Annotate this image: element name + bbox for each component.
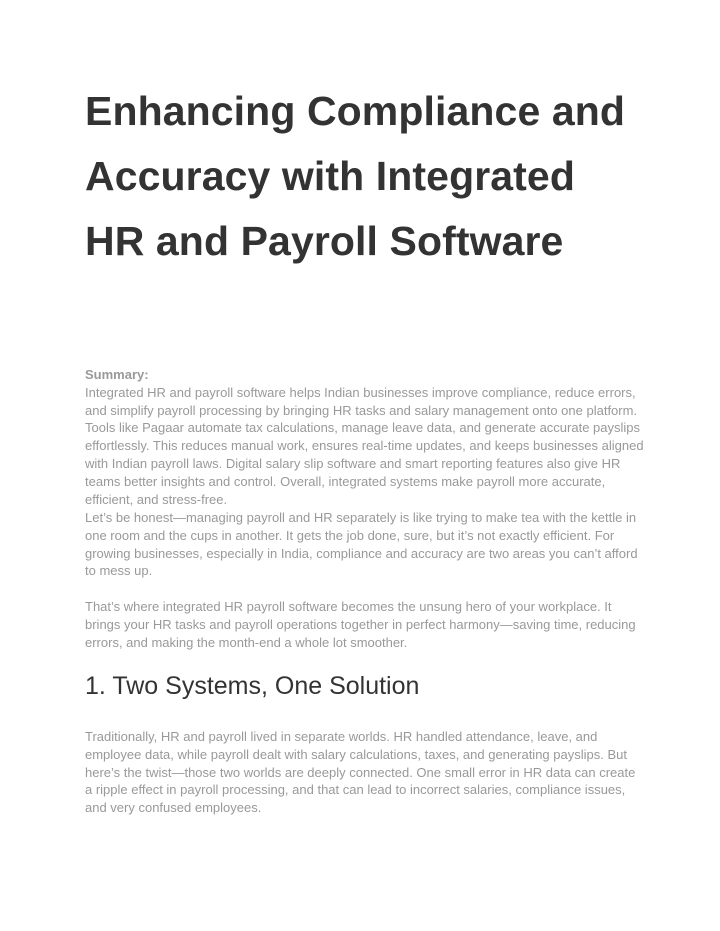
summary-block [85,366,645,508]
section-paragraph-two-systems: Traditionally, HR and payroll lived in separate worlds. HR handled attendance, leave, and employee data, while payroll dealt with salary calculations, taxes, and generating payslips. But here’s the twist—those two worlds are deeply connected. One small error in HR data can create a ripple effect in payroll processing, and that can lead to incorrect salaries, compliance issues, and very confused employees. [85,729,636,816]
summary-text: Integrated HR and payroll software helps Indian businesses improve compliance, reduce errors, and simplify payroll processing by bringing HR tasks and salary management onto one platform. Tools like Pagaar automate tax calculations, manage leave data, and generate accurate payslips effortlessly. This reduces manual work, ensures real-time updates, and keeps businesses aligned with Indian payroll laws. Digital salary slip software and smart reporting features also give HR teams better insights and control. Overall, integrated systems make payroll more accurate, efficient, and stress-free. [85,384,644,507]
summary-label: Summary: [85,367,149,382]
article-title: Enhancing Compliance and Accuracy with Integrated HR and Payroll Software [85,88,626,264]
second-paragraph: That’s where integrated HR payroll software becomes the unsung hero of your workplace. It brings your HR tasks and payroll operations together in perfect harmony—saving time, reducing errors, and making the month-end a whole lot smoother. [85,599,636,650]
section-heading-two-systems: 1. Two Systems, One Solution [85,672,420,700]
intro-paragraph: Let’s be honest—managing payroll and HR separately is like trying to make tea with the kettle in one room and the cups in another. It gets the job done, sure, but it’s not exactly efficient. For growing businesses, especially in India, compliance and accuracy are two areas you can’t afford to mess up. [85,510,638,579]
